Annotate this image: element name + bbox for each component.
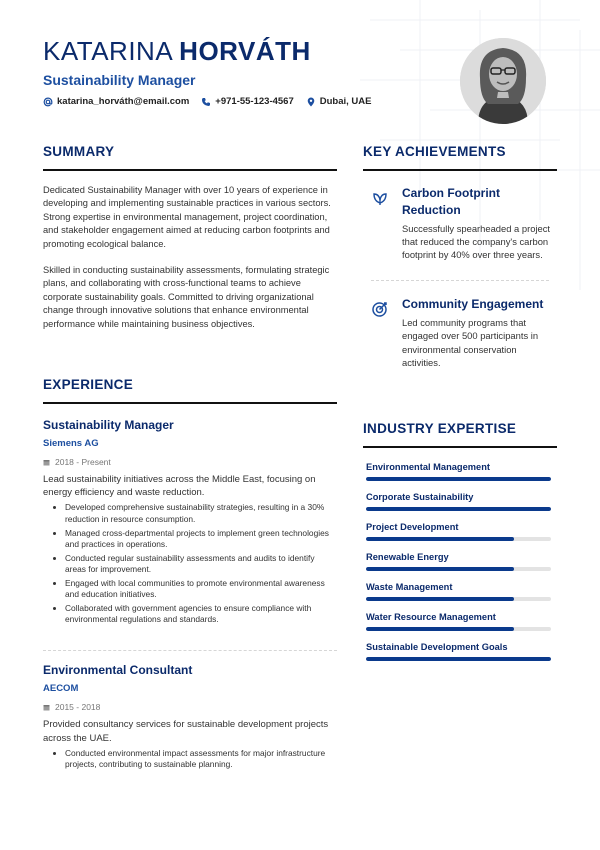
skill-name: Waste Management [366, 581, 453, 592]
achievements-heading: KEY ACHIEVEMENTS [363, 144, 506, 159]
target-icon [371, 300, 389, 318]
job-bullet: • Collaborated with government agencies to ensure compliance with environmental regulations and standards. [65, 603, 337, 626]
resume-header [43, 36, 443, 107]
skill-name: Water Resource Management [366, 611, 496, 622]
portrait-image [460, 38, 546, 124]
job-bullet: • Conducted environmental impact assessments for major infrastructure projects, contributing to sustainable planning. [65, 748, 337, 771]
skill-item [363, 612, 557, 631]
email-contact[interactable] [43, 96, 189, 107]
job-bullet: • Managed cross-departmental projects to implement green technologies and practices in operations. [65, 528, 337, 551]
skill-level-fill [366, 567, 514, 571]
entry-divider [43, 650, 337, 651]
job-bullet: • Developed comprehensive sustainability strategies, resulting in a 30% reduction in resource consumption. [65, 502, 337, 525]
expertise-section [363, 421, 557, 661]
location-text: Dubai, UAE [319, 96, 372, 107]
job-dates-text: 2015 - 2018 [55, 702, 101, 713]
experience-section [43, 377, 337, 770]
job-description: Provided consultancy services for sustainable development projects across the UAE. [43, 719, 329, 744]
skill-name: Corporate Sustainability [366, 491, 474, 502]
last-name: HORVÁTH [179, 36, 311, 66]
section-divider [43, 169, 337, 171]
achievements-list [363, 185, 557, 369]
at-sign-icon [43, 97, 53, 107]
job-description: Lead sustainability initiatives across the Middle East, focusing on energy efficiency and waste reduction. [43, 474, 316, 499]
job-title: Environmental Consultant [43, 663, 193, 678]
location-contact [306, 96, 372, 107]
first-name: KATARINA [43, 36, 174, 66]
skill-item [363, 462, 557, 481]
job-dates [43, 457, 337, 467]
job-bullets [43, 748, 337, 771]
job-bullet: • Engaged with local communities to promote environmental awareness and education initiatives. [65, 578, 337, 601]
achievement-description: Led community programs that engaged over 500 participants in environmental conservation activities. [402, 317, 539, 368]
job-title: Sustainability Manager [43, 418, 174, 433]
skill-level-bar [366, 477, 551, 481]
job-dates-text: 2018 - Present [55, 457, 111, 468]
skill-name: Environmental Management [366, 461, 490, 472]
section-divider [363, 169, 557, 171]
skill-item [363, 522, 557, 541]
leaf-icon [371, 189, 389, 207]
skill-level-fill [366, 537, 514, 541]
skill-name: Project Development [366, 521, 459, 532]
phone-contact[interactable] [201, 96, 293, 107]
skill-item [363, 642, 557, 661]
summary-paragraph-2: Skilled in conducting sustainability assessments, formulating strategic plans, and collaborating with cross-functional teams to achieve corporate sustainability goals. Committed to driving organizational change through innovative solutions that enhance environmental performance while maintaining business objectives. [43, 265, 330, 329]
skill-level-bar [366, 627, 551, 631]
skill-name: Renewable Energy [366, 551, 449, 562]
skill-level-bar [366, 597, 551, 601]
contact-row [43, 96, 443, 107]
skill-level-bar [366, 567, 551, 571]
summary-paragraph-1: Dedicated Sustainability Manager with over 10 years of experience in developing and implementing sustainable practices in various sectors. Strong expertise in environmental management, project coordination, and stakeholder engagement aimed at reducing carbon footprints and promoting ecological balance. [43, 185, 331, 249]
experience-entry [43, 418, 337, 625]
company-name: AECOM [43, 683, 79, 695]
company-name: Siemens AG [43, 438, 99, 450]
skill-item [363, 492, 557, 511]
skill-level-bar [366, 657, 551, 661]
job-bullets [43, 502, 337, 625]
calendar-icon [43, 704, 50, 711]
phone-icon [201, 97, 211, 107]
left-column [43, 144, 337, 773]
achievement-item [363, 185, 557, 262]
job-title-subtitle: Sustainability Manager [43, 72, 196, 88]
achievement-item [363, 296, 557, 369]
entry-divider [371, 280, 549, 281]
section-divider [363, 446, 557, 448]
email-text: katarina_horváth@email.com [57, 96, 190, 107]
skill-item [363, 582, 557, 601]
achievements-section [363, 144, 557, 369]
skill-level-fill [366, 507, 551, 511]
summary-heading: SUMMARY [43, 144, 115, 159]
phone-text: +971-55-123-4567 [215, 96, 294, 107]
achievement-title: Carbon Footprint Reduction [402, 186, 500, 217]
skill-level-fill [366, 627, 514, 631]
right-column [363, 144, 557, 672]
skill-level-bar [366, 507, 551, 511]
calendar-icon [43, 459, 50, 466]
summary-section [43, 144, 337, 331]
experience-entry [43, 663, 337, 770]
full-name [43, 36, 443, 66]
achievement-title: Community Engagement [402, 296, 544, 311]
job-dates [43, 702, 337, 712]
skill-level-fill [366, 597, 514, 601]
skill-item [363, 552, 557, 571]
expertise-heading: INDUSTRY EXPERTISE [363, 420, 517, 436]
skill-level-fill [366, 477, 551, 481]
location-pin-icon [306, 97, 316, 107]
skill-name: Sustainable Development Goals [366, 641, 508, 652]
job-bullet: • Conducted regular sustainability assessments and audits to identify areas for improvement. [65, 553, 337, 576]
achievement-description: Successfully spearheaded a project that reduced the company's carbon footprint by 40% over three years. [402, 223, 551, 261]
skill-level-fill [366, 657, 551, 661]
profile-photo [460, 38, 546, 124]
skill-level-bar [366, 537, 551, 541]
skills-list [363, 462, 557, 661]
experience-heading: EXPERIENCE [43, 377, 134, 393]
section-divider [43, 402, 337, 404]
